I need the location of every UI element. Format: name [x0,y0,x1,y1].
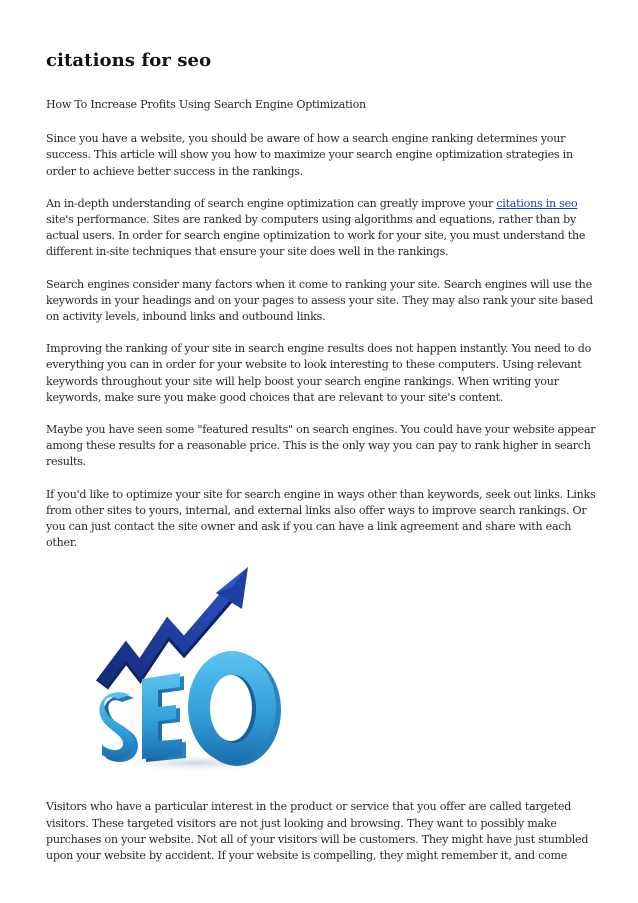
seo-logo [99,651,281,766]
paragraph-5: Maybe you have seen some "featured results" on search engines. You could have your website appear among these results for a reasonable price. This is the only way you can pay to rank higher in search results. [46,423,596,469]
document-page [46,50,598,880]
page-title: citations for seo [46,50,212,71]
paragraph-6: If you'd like to optimize your site for search engine in ways other than keywords, seek out links. Links from other sites to yours, internal, and external links also offer ways to improve search rankings. Or you can just contact the site owner and ask if you can have a link agreement and share with each other. [46,487,596,550]
seo-illustration [96,567,296,777]
paragraph-2-text-start: An in-depth understanding of search engine optimization can greatly improve your [46,196,497,210]
paragraph-1: Since you have a website, you should be aware of how a search engine ranking determines your success. This article will show you how to maximize your search engine optimization strategies in order to achieve better success in the rankings. [46,132,573,178]
paragraph-7: Visitors who have a particular interest in the product or service that you offer are called targeted visitors. These targeted visitors are not just looking and browsing. They want to possibly make purchases on your website. Not all of your visitors will be customers. They might have just stumbled upon your website by accident. If your website is compelling, they might remember it, and come [46,800,589,863]
seo-growth-arrow-icon [96,567,296,777]
article-heading: How To Increase Profits Using Search Engine Optimization [46,98,366,111]
paragraph-3: Search engines consider many factors when it come to ranking your site. Search engines will use the keywords in your headings and on your pages to assess your site. They may also rank your site based on activity levels, inbound links and outbound links. [46,277,593,324]
paragraph-2 [46,196,598,261]
citations-in-seo-link[interactable]: citations in seo [496,196,578,210]
paragraph-4: Improving the ranking of your site in search engine results does not happen instantly. You need to do everything you can in order for your website to look interesting to these computers. Using relevant keywords throughout your site will help boost your search engine rankings. When writing your keywords, make sure you make good choices that are relevant to your site's content. [46,342,592,404]
paragraph-2-text-end: site's performance. Sites are ranked by computers using algorithms and equations, rather than by actual users. In order for search engine optimization to work for your site, you must understand the different in-site techniques that ensure your site does well in the rankings. [46,213,586,259]
